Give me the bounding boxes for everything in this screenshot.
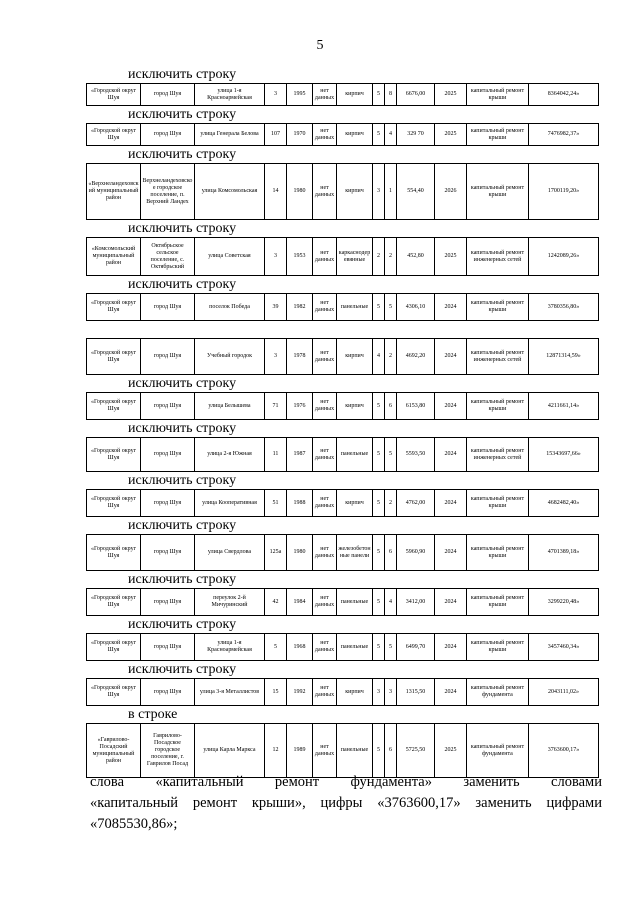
plan-year-cell: 2024 <box>435 339 467 375</box>
data-cell: нет данных <box>313 294 337 321</box>
data-cell: нет данных <box>313 490 337 517</box>
address-cell: поселок Победа <box>195 294 265 321</box>
work-type-cell: капитальный ремонт крыши <box>467 294 529 321</box>
entrances-cell: 1 <box>385 164 397 220</box>
settlement-cell: Верхнеландеховское городское поселение, п. Верхний Ландех <box>141 164 195 220</box>
plan-year-cell: 2024 <box>435 589 467 616</box>
record-table <box>86 437 599 472</box>
house-number-cell: 12 <box>265 724 287 778</box>
floors-cell: 2 <box>373 238 385 276</box>
section-heading: исключить строку <box>128 221 237 236</box>
table-row <box>87 84 599 106</box>
plan-year-cell: 2025 <box>435 84 467 106</box>
section-heading: исключить строку <box>128 518 237 533</box>
section-heading: исключить строку <box>128 147 237 162</box>
cost-cell: 1700119,20» <box>529 164 599 220</box>
municipality-cell: «Городской округ Шуя <box>87 84 141 106</box>
settlement-cell: город Шуя <box>141 589 195 616</box>
address-cell: улица 3-я Металлистов <box>195 679 265 706</box>
wall-material-cell: каркаснодеревянные <box>337 238 373 276</box>
table-row <box>87 535 599 571</box>
settlement-cell: город Шуя <box>141 679 195 706</box>
municipality-cell: «Городской округ Шуя <box>87 490 141 517</box>
record-table <box>86 723 599 778</box>
entrances-cell: 2 <box>385 490 397 517</box>
area-cell: 329 70 <box>397 124 435 146</box>
table-row <box>87 393 599 420</box>
section-heading: в строке <box>128 707 178 722</box>
area-cell: 1315,50 <box>397 679 435 706</box>
work-type-cell: капитальный ремонт крыши <box>467 164 529 220</box>
section-heading: исключить строку <box>128 617 237 632</box>
municipality-cell: «Городской округ Шуя <box>87 589 141 616</box>
house-number-cell: 3 <box>265 339 287 375</box>
plan-year-cell: 2024 <box>435 490 467 517</box>
entrances-cell: 6 <box>385 724 397 778</box>
plan-year-cell: 2024 <box>435 535 467 571</box>
municipality-cell: «Городской округ Шуя <box>87 679 141 706</box>
plan-year-cell: 2024 <box>435 294 467 321</box>
area-cell: 4692,20 <box>397 339 435 375</box>
entrances-cell: 4 <box>385 124 397 146</box>
wall-material-cell: железобетонные панели <box>337 535 373 571</box>
plan-year-cell: 2024 <box>435 679 467 706</box>
table-row <box>87 589 599 616</box>
floors-cell: 5 <box>373 589 385 616</box>
year-cell: 1987 <box>287 438 313 472</box>
settlement-cell: Октябрьское сельское поселение, с. Октябрьский <box>141 238 195 276</box>
wall-material-cell: панельные <box>337 294 373 321</box>
wall-material-cell: панельные <box>337 634 373 661</box>
entrances-cell: 2 <box>385 339 397 375</box>
data-cell: нет данных <box>313 393 337 420</box>
plan-year-cell: 2026 <box>435 164 467 220</box>
work-type-cell: капитальный ремонт фундамента <box>467 724 529 778</box>
area-cell: 3412,00 <box>397 589 435 616</box>
house-number-cell: 39 <box>265 294 287 321</box>
address-cell: улица 1-я Красноармейская <box>195 84 265 106</box>
year-cell: 1988 <box>287 490 313 517</box>
section-heading: исключить строку <box>128 277 237 292</box>
work-type-cell: капитальный ремонт крыши <box>467 589 529 616</box>
data-cell: нет данных <box>313 438 337 472</box>
municipality-cell: «Городской округ Шуя <box>87 339 141 375</box>
amendment-line-3: «7085530,86»; <box>90 816 178 832</box>
wall-material-cell: панельные <box>337 589 373 616</box>
entrances-cell: 5 <box>385 634 397 661</box>
cost-cell: 4211661,14» <box>529 393 599 420</box>
area-cell: 5725,50 <box>397 724 435 778</box>
year-cell: 1995 <box>287 84 313 106</box>
municipality-cell: «Верхнеландеховский муниципальный район <box>87 164 141 220</box>
year-cell: 1968 <box>287 634 313 661</box>
section-heading: исключить строку <box>128 376 237 391</box>
address-cell: улица Советская <box>195 238 265 276</box>
area-cell: 4762,00 <box>397 490 435 517</box>
cost-cell: 3780356,80» <box>529 294 599 321</box>
municipality-cell: «Городской округ Шуя <box>87 438 141 472</box>
year-cell: 1980 <box>287 164 313 220</box>
address-cell: улица 2-я Южная <box>195 438 265 472</box>
work-type-cell: капитальный ремонт инженерных сетей <box>467 438 529 472</box>
cost-cell: 1242089,26» <box>529 238 599 276</box>
work-type-cell: капитальный ремонт крыши <box>467 490 529 517</box>
table-row <box>87 124 599 146</box>
amendment-line-2: «капитальный ремонт крыши», цифры «3763600,17» заменить цифрами <box>90 795 602 811</box>
area-cell: 6676,00 <box>397 84 435 106</box>
data-cell: нет данных <box>313 679 337 706</box>
wall-material-cell: кирпич <box>337 164 373 220</box>
cost-cell: 8364042,24» <box>529 84 599 106</box>
floors-cell: 5 <box>373 438 385 472</box>
area-cell: 452,80 <box>397 238 435 276</box>
cost-cell: 12871314,59» <box>529 339 599 375</box>
data-cell: нет данных <box>313 634 337 661</box>
municipality-cell: «Городской округ Шуя <box>87 634 141 661</box>
address-cell: улица Генерала Белова <box>195 124 265 146</box>
entrances-cell: 6 <box>385 393 397 420</box>
settlement-cell: город Шуя <box>141 490 195 517</box>
cost-cell: 2043111,02» <box>529 679 599 706</box>
year-cell: 1992 <box>287 679 313 706</box>
wall-material-cell: кирпич <box>337 124 373 146</box>
settlement-cell: город Шуя <box>141 438 195 472</box>
table-row <box>87 294 599 321</box>
municipality-cell: «Городской округ Шуя <box>87 535 141 571</box>
plan-year-cell: 2025 <box>435 724 467 778</box>
table-row <box>87 438 599 472</box>
municipality-cell: «Городской округ Шуя <box>87 294 141 321</box>
wall-material-cell: кирпич <box>337 679 373 706</box>
page-number: 5 <box>316 38 324 53</box>
settlement-cell: Гаврилово-Посадское городское поселение, г. Гаврилов Посад <box>141 724 195 778</box>
data-cell: нет данных <box>313 164 337 220</box>
amendment-line-1: слова «капитальный ремонт фундамента» заменить словами <box>90 774 602 790</box>
area-cell: 6499,70 <box>397 634 435 661</box>
floors-cell: 5 <box>373 84 385 106</box>
house-number-cell: 5 <box>265 634 287 661</box>
work-type-cell: капитальный ремонт крыши <box>467 84 529 106</box>
floors-cell: 3 <box>373 164 385 220</box>
floors-cell: 3 <box>373 679 385 706</box>
entrances-cell: 4 <box>385 589 397 616</box>
entrances-cell: 3 <box>385 679 397 706</box>
entrances-cell: 8 <box>385 84 397 106</box>
floors-cell: 5 <box>373 124 385 146</box>
table-row <box>87 724 599 778</box>
house-number-cell: 125а <box>265 535 287 571</box>
entrances-cell: 5 <box>385 294 397 321</box>
data-cell: нет данных <box>313 238 337 276</box>
address-cell: переулок 2-й Мичуринский <box>195 589 265 616</box>
floors-cell: 4 <box>373 339 385 375</box>
section-heading: исключить строку <box>128 473 237 488</box>
record-table <box>86 534 599 571</box>
cost-cell: 3299220,48» <box>529 589 599 616</box>
table-row <box>87 679 599 706</box>
data-cell: нет данных <box>313 124 337 146</box>
cost-cell: 4701389,18» <box>529 535 599 571</box>
record-table <box>86 163 599 220</box>
address-cell: улица Кооперативная <box>195 490 265 517</box>
year-cell: 1982 <box>287 294 313 321</box>
year-cell: 1980 <box>287 535 313 571</box>
house-number-cell: 14 <box>265 164 287 220</box>
area-cell: 554,40 <box>397 164 435 220</box>
year-cell: 1989 <box>287 724 313 778</box>
data-cell: нет данных <box>313 535 337 571</box>
data-cell: нет данных <box>313 589 337 616</box>
table-row <box>87 634 599 661</box>
wall-material-cell: панельные <box>337 438 373 472</box>
work-type-cell: капитальный ремонт крыши <box>467 393 529 420</box>
work-type-cell: капитальный ремонт крыши <box>467 124 529 146</box>
house-number-cell: 107 <box>265 124 287 146</box>
house-number-cell: 71 <box>265 393 287 420</box>
floors-cell: 5 <box>373 724 385 778</box>
address-cell: улица Белышева <box>195 393 265 420</box>
record-table <box>86 237 599 276</box>
table-row <box>87 490 599 517</box>
address-cell: улица 1-я Красноармейская <box>195 634 265 661</box>
plan-year-cell: 2024 <box>435 438 467 472</box>
record-table <box>86 338 599 375</box>
work-type-cell: капитальный ремонт фундамента <box>467 679 529 706</box>
floors-cell: 5 <box>373 393 385 420</box>
address-cell: улица Карла Маркса <box>195 724 265 778</box>
record-table <box>86 678 599 706</box>
entrances-cell: 6 <box>385 535 397 571</box>
settlement-cell: город Шуя <box>141 535 195 571</box>
section-heading: исключить строку <box>128 67 237 82</box>
record-table <box>86 123 599 146</box>
settlement-cell: город Шуя <box>141 294 195 321</box>
settlement-cell: город Шуя <box>141 124 195 146</box>
settlement-cell: город Шуя <box>141 393 195 420</box>
house-number-cell: 51 <box>265 490 287 517</box>
floors-cell: 5 <box>373 294 385 321</box>
municipality-cell: «Городской округ Шуя <box>87 124 141 146</box>
section-heading: исключить строку <box>128 421 237 436</box>
address-cell: улица Свердлова <box>195 535 265 571</box>
cost-cell: 4682482,40» <box>529 490 599 517</box>
record-table <box>86 83 599 106</box>
table-row <box>87 238 599 276</box>
data-cell: нет данных <box>313 724 337 778</box>
cost-cell: 3763600,17» <box>529 724 599 778</box>
area-cell: 5593,50 <box>397 438 435 472</box>
settlement-cell: город Шуя <box>141 339 195 375</box>
cost-cell: 7476982,37» <box>529 124 599 146</box>
data-cell: нет данных <box>313 84 337 106</box>
year-cell: 1978 <box>287 339 313 375</box>
wall-material-cell: кирпич <box>337 84 373 106</box>
record-table <box>86 293 599 321</box>
house-number-cell: 15 <box>265 679 287 706</box>
settlement-cell: город Шуя <box>141 84 195 106</box>
cost-cell: 15343697,66» <box>529 438 599 472</box>
cost-cell: 3457460,34» <box>529 634 599 661</box>
wall-material-cell: кирпич <box>337 490 373 517</box>
work-type-cell: капитальный ремонт инженерных сетей <box>467 339 529 375</box>
house-number-cell: 3 <box>265 238 287 276</box>
section-heading: исключить строку <box>128 107 237 122</box>
work-type-cell: капитальный ремонт инженерных сетей <box>467 238 529 276</box>
wall-material-cell: кирпич <box>337 393 373 420</box>
municipality-cell: «Гаврилово-Посадский муниципальный район <box>87 724 141 778</box>
section-heading <box>86 323 598 338</box>
work-type-cell: капитальный ремонт крыши <box>467 535 529 571</box>
table-row <box>87 164 599 220</box>
area-cell: 5960,90 <box>397 535 435 571</box>
house-number-cell: 42 <box>265 589 287 616</box>
floors-cell: 5 <box>373 490 385 517</box>
house-number-cell: 3 <box>265 84 287 106</box>
record-table <box>86 633 599 661</box>
settlement-cell: город Шуя <box>141 634 195 661</box>
floors-cell: 5 <box>373 535 385 571</box>
wall-material-cell: панельные <box>337 724 373 778</box>
section-heading: исключить строку <box>128 572 237 587</box>
work-type-cell: капитальный ремонт крыши <box>467 634 529 661</box>
plan-year-cell: 2025 <box>435 124 467 146</box>
plan-year-cell: 2024 <box>435 634 467 661</box>
entrances-cell: 2 <box>385 238 397 276</box>
year-cell: 1953 <box>287 238 313 276</box>
house-number-cell: 11 <box>265 438 287 472</box>
wall-material-cell: кирпич <box>337 339 373 375</box>
record-table <box>86 588 599 616</box>
address-cell: улица Комсомольская <box>195 164 265 220</box>
area-cell: 4306,10 <box>397 294 435 321</box>
floors-cell: 5 <box>373 634 385 661</box>
year-cell: 1976 <box>287 393 313 420</box>
year-cell: 1970 <box>287 124 313 146</box>
plan-year-cell: 2025 <box>435 238 467 276</box>
document-body <box>86 68 598 780</box>
record-table <box>86 489 599 517</box>
municipality-cell: «Комсомольский муниципальный район <box>87 238 141 276</box>
amendment-text <box>90 772 602 835</box>
entrances-cell: 5 <box>385 438 397 472</box>
data-cell: нет данных <box>313 339 337 375</box>
address-cell: Учебный городок <box>195 339 265 375</box>
area-cell: 6153,80 <box>397 393 435 420</box>
municipality-cell: «Городской округ Шуя <box>87 393 141 420</box>
plan-year-cell: 2024 <box>435 393 467 420</box>
section-heading: исключить строку <box>128 662 237 677</box>
year-cell: 1984 <box>287 589 313 616</box>
table-row <box>87 339 599 375</box>
record-table <box>86 392 599 420</box>
